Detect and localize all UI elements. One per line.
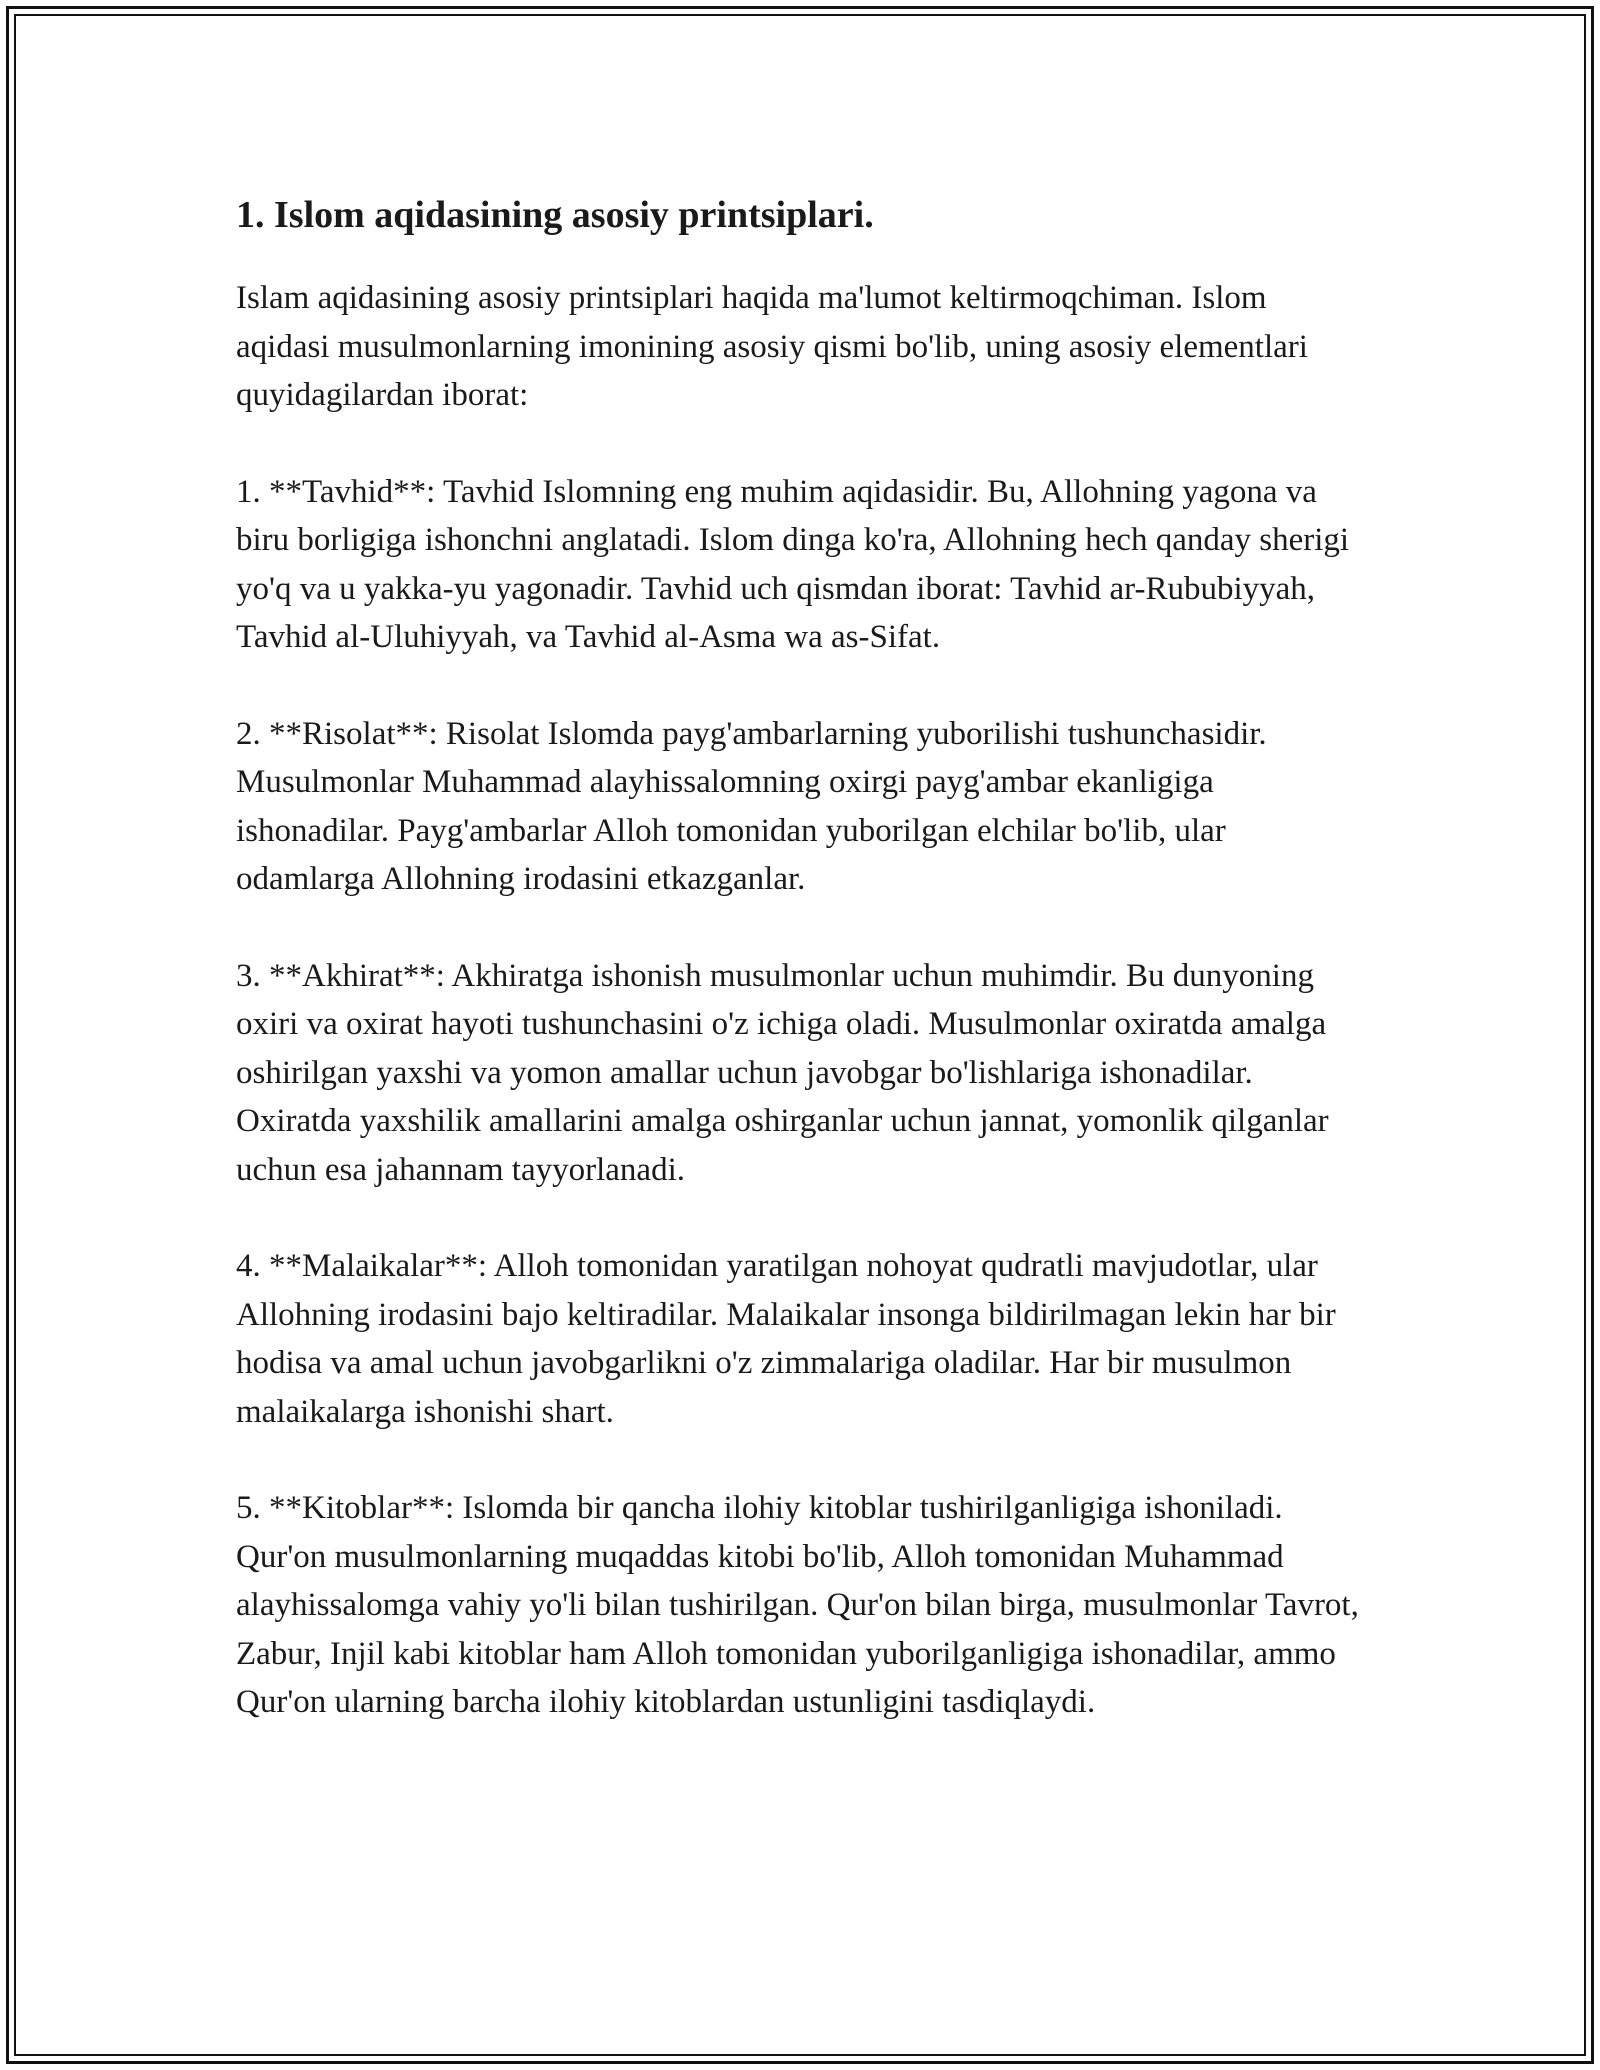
principle-kitoblar: 5. **Kitoblar**: Islomda bir qancha ilohiy kitoblar tushirilganligiga ishoniladi. Qur'on musulmonlarning muqaddas kitobi bo'lib, Alloh tomonidan Muhammad alayhissalomga vahiy yo'li bilan tushirilgan. Qur'on bilan birga, musulmonlar Tavrot, Zabur, Injil kabi kitoblar ham Alloh tomonidan yuborilganligiga ishonadilar, ammo Qur'on ularning barcha ilohiy kitoblardan ustunligini tasdiqlaydi. [236,1490,1359,1720]
principle-akhirat: 3. **Akhirat**: Akhiratga ishonish musulmonlar uchun muhimdir. Bu dunyoning oxiri va oxirat hayoti tushunchasini o'z ichiga oladi. Musulmonlar oxiratda amalga oshirilgan yaxshi va yomon amallar uchun javobgar bo'lishlariga ishonadilar. Oxiratda yaxshilik amallarini amalga oshirganlar uchun jannat, yomonlik qilganlar uchun esa jahannam tayyorlanadi. [236,957,1329,1188]
principle-malaikalar: 4. **Malaikalar**: Alloh tomonidan yaratilgan nohoyat qudratli mavjudotlar, ular Allohning irodasini bajo keltiradilar. Malaikalar insonga bildirilmagan lekin har bir hodisa va amal uchun javobgarlikni o'z zimmalariga oladilar. Har bir musulmon malaikalarga ishonishi shart. [236,1248,1336,1430]
document-title: 1. Islom aqidasining asosiy printsiplari. [236,194,874,236]
principle-risolat: 2. **Risolat**: Risolat Islomda payg'ambarlarning yuborilishi tushunchasidir. Musulmonlar Muhammad alayhissalomning oxirgi payg'ambar ekanligiga ishonadilar. Payg'ambarlar Alloh tomonidan yuborilgan elchilar bo'lib, ular odamlarga Allohning irodasini etkazganlar. [236,715,1267,897]
intro-paragraph: Islam aqidasining asosiy printsiplari haqida ma'lumot keltirmoqchiman. Islom aqidasi musulmonlarning imonining asosiy qismi bo'lib, uning asosiy elementlari quyidagilardan iborat: [236,280,1308,413]
document-page [236,190,1366,1775]
principle-tavhid: 1. **Tavhid**: Tavhid Islomning eng muhim aqidasidir. Bu, Allohning yagona va biru borligiga ishonchni anglatadi. Islom dinga ko'ra, Allohning hech qanday sherigi yo'q va u yakka-yu yagonadir. Tavhid uch qismdan iborat: Tavhid ar-Rububiyyah, Tavhid al-Uluhiyyah, va Tavhid al-Asma wa as-Sifat. [236,473,1350,655]
